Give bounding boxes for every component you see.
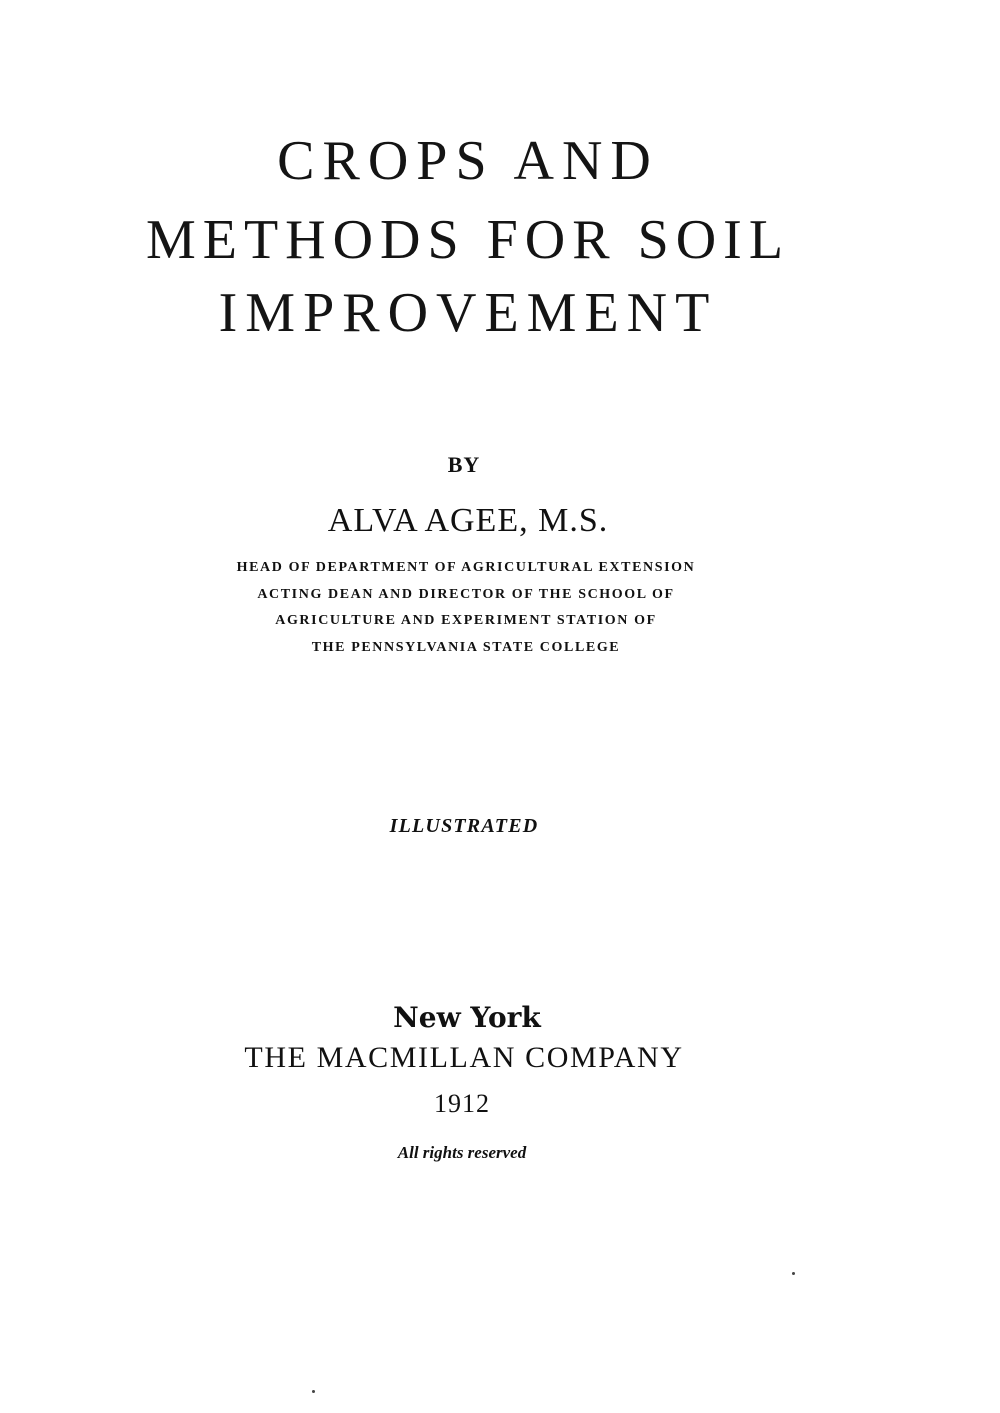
scan-speck [792, 1272, 795, 1275]
book-title-line-3: IMPROVEMENT [218, 282, 718, 344]
book-title-line-2: METHODS FOR SOIL [145, 209, 791, 271]
byline: BY [447, 452, 481, 477]
book-title-line-1: CROPS AND [277, 130, 659, 192]
publication-place: New York [393, 1001, 541, 1034]
rights-notice: All rights reserved [397, 1143, 527, 1162]
scan-speck [312, 1390, 315, 1393]
publisher-name: THE MACMILLAN COMPANY [244, 1041, 684, 1074]
publication-year: 1912 [434, 1089, 490, 1118]
author-affiliation-line-2: ACTING DEAN AND DIRECTOR OF THE SCHOOL OF [257, 587, 675, 602]
author-affiliation-line-1: HEAD OF DEPARTMENT OF AGRICULTURAL EXTENSION [236, 560, 696, 575]
author-name: ALVA AGEE, M.S. [327, 502, 609, 539]
author-affiliation-line-3: AGRICULTURE AND EXPERIMENT STATION OF [275, 613, 657, 628]
illustrated-note: ILLUSTRATED [389, 815, 539, 837]
author-affiliation-line-4: THE PENNSYLVANIA STATE COLLEGE [311, 640, 621, 655]
